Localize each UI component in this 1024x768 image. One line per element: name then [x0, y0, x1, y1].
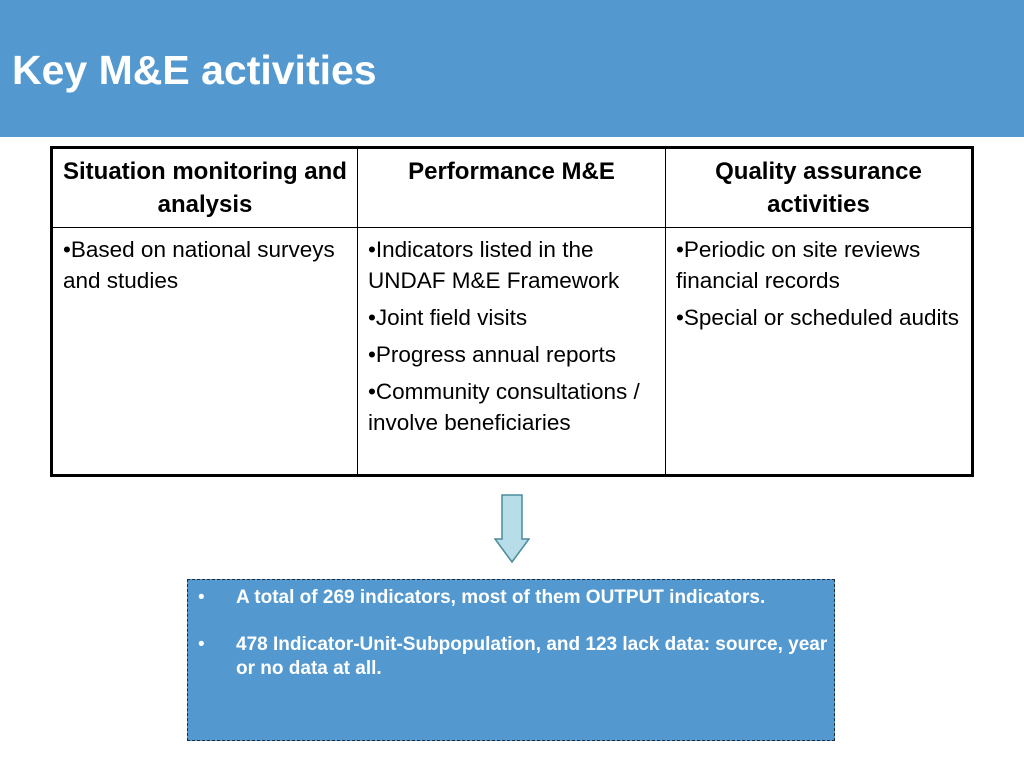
header-quality-assurance: Quality assurance activities [665, 148, 972, 228]
table-header-row [52, 148, 973, 228]
cell-situation-monitoring [52, 228, 358, 476]
list-item: •Indicators listed in the UNDAF M&E Framework [367, 237, 620, 293]
table-row [52, 228, 973, 476]
cell-performance-me [357, 228, 665, 476]
summary-text: 478 Indicator-Unit-Subpopulation, and 123 lack data: source, year or no data at all. [236, 634, 828, 679]
summary-list [188, 586, 828, 704]
list-item: •Special or scheduled audits [675, 305, 960, 330]
list-item: •Periodic on site reviews financial records [675, 237, 921, 293]
down-arrow-icon [494, 494, 530, 564]
list-item [188, 633, 828, 681]
header-performance-me: Performance M&E [357, 148, 665, 228]
summary-text: A total of 269 indicators, most of them OUTPUT indicators. [236, 587, 766, 608]
title-bar [0, 0, 1024, 137]
bullet-icon: • [198, 587, 205, 608]
list-item: •Progress annual reports [367, 342, 616, 367]
cell-quality-assurance [665, 228, 972, 476]
header-situation-monitoring: Situation monitoring and analysis [52, 148, 358, 228]
list-item: •Based on national surveys and studies [63, 237, 335, 293]
activities-table [50, 146, 974, 477]
list-item [188, 586, 828, 610]
bullet-icon: • [198, 634, 205, 655]
slide-title: Key M&E activities [12, 47, 377, 93]
list-item: •Community consultations / involve beneficiaries [367, 379, 640, 435]
list-item: •Joint field visits [367, 305, 528, 330]
summary-box [187, 579, 835, 741]
